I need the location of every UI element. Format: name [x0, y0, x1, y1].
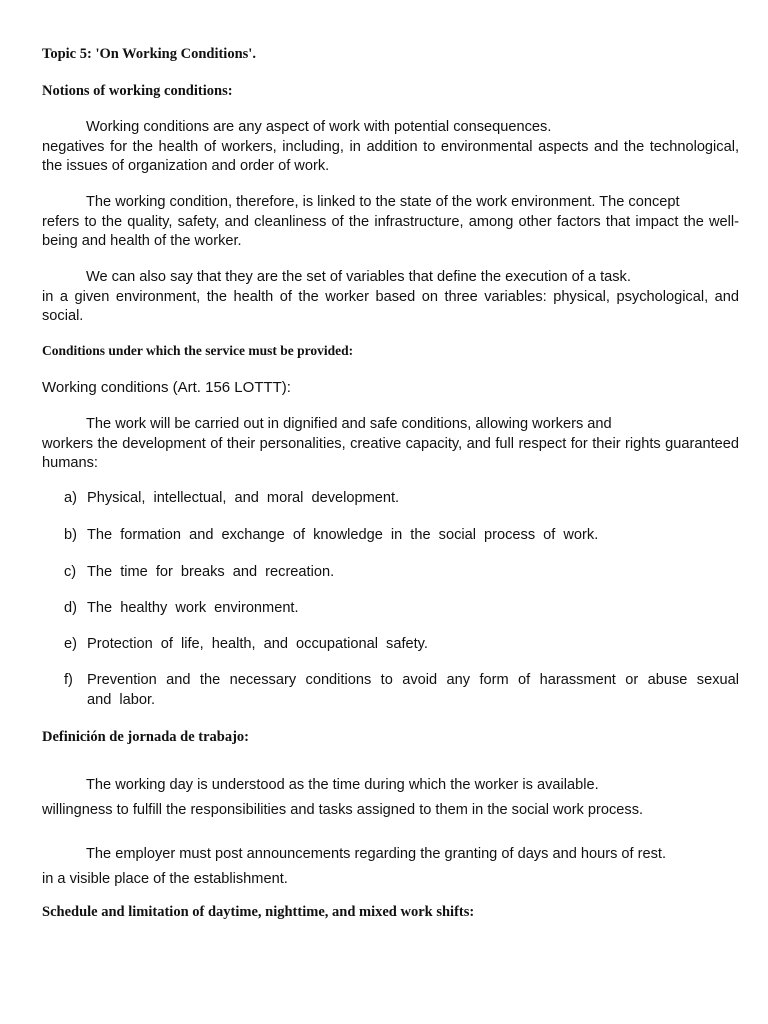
list-item: [64, 671, 739, 710]
list-item: [64, 563, 739, 583]
list-item: [64, 526, 739, 546]
paragraph-workday-2: [42, 842, 739, 892]
list-item-text: The time for breaks and recreation.: [87, 564, 335, 580]
paragraph-notions-1: [42, 118, 739, 177]
paragraph-continuation: in a visible place of the establishment.: [42, 871, 288, 887]
paragraph-notions-3: [42, 268, 739, 327]
section-heading-shifts: Schedule and limitation of daytime, nighttime, and mixed work shifts:: [42, 904, 475, 920]
paragraph-first-line: The work will be carried out in dignified and safe conditions, allowing workers and: [86, 416, 612, 432]
paragraph-first-line: We can also say that they are the set of variables that define the execution of a task.: [86, 269, 631, 285]
list-item-text: Physical, intellectual, and moral development.: [87, 490, 400, 506]
list-marker: e): [64, 636, 77, 652]
list-marker: b): [64, 527, 77, 543]
list-marker: f): [64, 672, 73, 688]
list-item: [64, 599, 739, 619]
list-item-text: The formation and exchange of knowledge in the social process of work.: [87, 527, 599, 543]
paragraph-notions-2: [42, 193, 739, 252]
list-item-text: Protection of life, health, and occupational safety.: [87, 636, 428, 652]
paragraph-continuation: in a given environment, the health of the worker based on three variables: physical, psychological, and social.: [42, 288, 739, 324]
paragraph-continuation: willingness to fulfill the responsibilities and tasks assigned to them in the social work process.: [42, 802, 644, 818]
subheading-article-156: Working conditions (Art. 156 LOTTT):: [42, 379, 291, 396]
paragraph-first-line: The working day is understood as the time during which the worker is available.: [86, 777, 599, 793]
list-item: [64, 489, 739, 509]
paragraph-continuation: refers to the quality, safety, and cleanliness of the infrastructure, among other factors that impact the well-being and health of the worker.: [42, 213, 739, 249]
paragraph-first-line: The working condition, therefore, is linked to the state of the work environment. The concept: [86, 194, 680, 210]
document-page: [42, 0, 739, 1024]
paragraph-first-line: The employer must post announcements regarding the granting of days and hours of rest.: [86, 846, 667, 862]
section-heading-notions: Notions of working conditions:: [42, 83, 233, 99]
list-item-text: The healthy work environment.: [87, 600, 299, 616]
paragraph-first-line: Working conditions are any aspect of work with potential consequences.: [86, 119, 552, 135]
paragraph-workday-1: [42, 773, 739, 823]
paragraph-continuation: negatives for the health of workers, including, in addition to environmental aspects and the technological, the issues of organization and order of work.: [42, 138, 739, 174]
document-title: Topic 5: 'On Working Conditions'.: [42, 46, 256, 62]
section-heading-conditions: Conditions under which the service must be provided:: [42, 343, 354, 358]
list-item: [64, 635, 739, 655]
list-marker: d): [64, 600, 77, 616]
list-marker: a): [64, 490, 77, 506]
list-marker: c): [64, 564, 77, 580]
paragraph-continuation: workers the development of their personalities, creative capacity, and full respect for their rights guaranteed humans:: [42, 435, 739, 471]
list-item-text: Prevention and the necessary conditions to avoid any form of harassment or abuse sexual and labor.: [87, 672, 739, 708]
paragraph-conditions-1: [42, 415, 739, 474]
section-heading-workday: Definición de jornada de trabajo:: [42, 729, 250, 745]
